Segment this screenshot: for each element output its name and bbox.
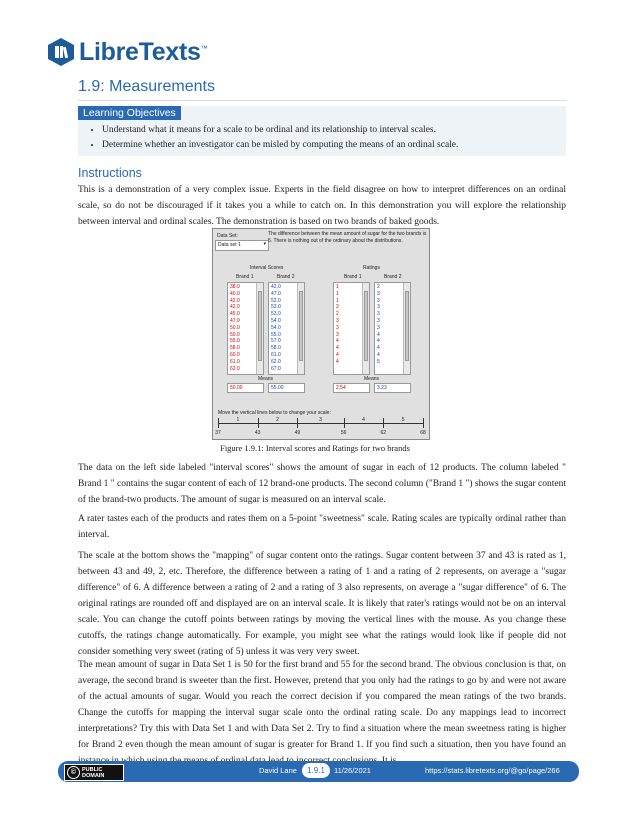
- page-footer: [58, 761, 579, 782]
- list-value: 4: [336, 351, 339, 358]
- footer-author: David Lane: [259, 766, 297, 775]
- list-value: 4: [336, 338, 339, 345]
- figure-caption: Figure 1.9.1: Interval scores and Ratings for two brands: [220, 443, 410, 453]
- paragraph-scale-mapping: The scale at the bottom shows the "mapping" of sugar content onto the ratings. Sugar content between 37 and 43 is rated as 1, between 43 and 49, 2, etc. Therefore, the difference between a rating of 1 and a rating of 2 represents, on average a "sugar difference" of 6. A difference between a rating of 2 and a rating of 3 also represents, on average a "sugar difference" of 6. The original ratings are rounded off and displayed are on an interval scale. It is likely that rater's ratings would not be on an interval scale. You can change the cutoff points between ratings by moving the vertical lines with the mouse. As you change these cutoffs, the ratings change automatically. For example, you might see what the ratings would look like if people did not consider something very sweet (rating of 5) unless it was very very sweet.: [78, 551, 566, 657]
- list-value: 3: [377, 290, 380, 297]
- sugar-tick-label: 37: [215, 430, 221, 436]
- list-value: 55.0: [271, 331, 281, 338]
- dataset-description: The difference between the mean amount of sugar for the two brands is 5. There is nothing out of the ordinary about the distributions.: [268, 231, 427, 244]
- scale-cutoff-line[interactable]: [383, 418, 384, 428]
- mean-rating-brand1: 2.54: [333, 383, 370, 393]
- interval-brand2-header: Brand 2: [277, 274, 295, 280]
- list-value: 67.0: [271, 365, 281, 372]
- list-value: 62.0: [271, 358, 281, 365]
- list-value: 3: [336, 317, 339, 324]
- learning-objectives-label: Learning Objectives: [78, 106, 181, 120]
- ratings-brand1-header: Brand 1: [344, 274, 362, 280]
- interval-brand2-list[interactable]: [268, 282, 305, 375]
- scale-cutoff-line[interactable]: [258, 418, 259, 428]
- scale-cutoff-line: [423, 418, 424, 428]
- measurement-demo-figure: [212, 228, 430, 440]
- sugar-tick-label: 43: [254, 430, 261, 436]
- rating-tick-label: 5: [401, 417, 405, 423]
- list-value: 60.0: [230, 351, 240, 358]
- scale-cutoff-line[interactable]: [344, 418, 345, 428]
- list-value: 4: [336, 358, 339, 365]
- list-scrollbar[interactable]: [403, 283, 410, 374]
- paragraph-interval-scores: The data on the left side labeled "interval scores" shows the amount of sugar in each of 12 products. The column labeled " Brand 1 " contains the sugar content of each of 12 brand-one products. The second column ("Brand 1 ") shows the sugar content of the brand-two products. The amount of sugar is measured on an interval scale.: [78, 463, 566, 505]
- list-value: 50.0: [230, 331, 240, 338]
- brand-name: LibreTexts: [79, 37, 201, 66]
- list-value: 40.0: [230, 290, 240, 297]
- sugar-tick-label: 62: [380, 430, 387, 436]
- list-value: 53.0: [271, 311, 281, 318]
- objectives-list: [78, 123, 458, 153]
- list-value: 42.0: [230, 297, 240, 304]
- list-value: 2: [336, 311, 339, 318]
- scrollbar-thumb[interactable]: [299, 291, 303, 361]
- scale-axis-line: [218, 423, 423, 424]
- list-value: 5: [377, 358, 380, 365]
- rating-tick-label: 4: [362, 417, 365, 423]
- list-value: 47.0: [230, 317, 240, 324]
- list-value: 4: [336, 345, 339, 352]
- list-scrollbar[interactable]: [362, 283, 369, 374]
- instructions-heading: Instructions: [78, 166, 142, 180]
- list-value: [336, 366, 339, 373]
- list-scrollbar[interactable]: [297, 283, 304, 374]
- list-value: 3: [336, 331, 339, 338]
- list-value: 3: [377, 317, 380, 324]
- list-value: 57.0: [271, 338, 281, 345]
- list-value: 3: [377, 324, 380, 331]
- instructions-intro: This is a demonstration of a very complex issue. Experts in the field disagree on how to interpret differences on an ordinal scale, so do not be discouraged if it takes you a while to catch on. In this demonstration you will explore the relationship between interval and ordinal scales. The demonstration is based on two brands of baked goods.: [78, 185, 566, 227]
- footer-date: 11/26/2021: [334, 766, 371, 775]
- list-value: 2: [336, 304, 339, 311]
- footer-page-number: 1.9.1: [302, 763, 330, 778]
- list-value: 42.0: [271, 284, 281, 290]
- list-value: 58.0: [230, 345, 240, 352]
- libretexts-logo[interactable]: LibreTexts™: [46, 37, 207, 67]
- ratings-brand1-list[interactable]: [333, 282, 370, 375]
- list-value: 1: [336, 290, 339, 297]
- public-domain-icon: ©: [67, 766, 80, 779]
- list-value: 53.0: [271, 304, 281, 311]
- list-value: 4: [377, 338, 380, 345]
- list-value: 55.0: [230, 338, 240, 345]
- scale-instruction: Move the vertical lines below to change your scale:: [218, 410, 331, 416]
- list-value: 4: [377, 345, 380, 352]
- list-value: 54.0: [271, 317, 281, 324]
- mean-interval-brand2: 55.00: [268, 383, 305, 393]
- list-value: 38.0: [230, 284, 240, 290]
- scale-cutoff-line: [218, 418, 219, 428]
- sugar-tick-label: 56: [340, 430, 347, 436]
- rating-tick-label: 1: [236, 417, 240, 423]
- list-value: 4: [377, 331, 380, 338]
- paragraph-rating-scale: A rater tastes each of the products and rates them on a 5-point "sweetness" scale. Rating scales are typically ordinal rather than interval.: [78, 514, 566, 540]
- page-title: 1.9: Measurements: [78, 78, 215, 95]
- list-value: 3: [377, 311, 380, 318]
- interval-brand1-list[interactable]: [227, 282, 264, 375]
- list-value: 54.0: [271, 324, 281, 331]
- scrollbar-thumb[interactable]: [258, 291, 262, 361]
- title-divider: [78, 100, 566, 101]
- dataset-select[interactable]: Data set 1 ▾: [215, 240, 269, 251]
- list-value: 61.0: [230, 358, 240, 365]
- list-value: 61.0: [271, 351, 281, 358]
- libretexts-hexagon-icon: [46, 37, 76, 67]
- list-value: 4: [377, 351, 380, 358]
- list-scrollbar[interactable]: [256, 283, 263, 374]
- list-value: 58.0: [271, 345, 281, 352]
- list-value: 50.0: [230, 324, 240, 331]
- list-value: [377, 366, 380, 373]
- interval-means-label: Means: [258, 376, 274, 382]
- learning-objectives-box: [78, 106, 566, 156]
- mean-interval-brand1: 50.00: [227, 383, 264, 393]
- sugar-tick-label: 68: [420, 430, 426, 436]
- scale-cutoff-line[interactable]: [297, 418, 298, 428]
- interval-brand1-header: Brand 1: [236, 274, 254, 280]
- rating-tick-label: 2: [276, 417, 279, 423]
- ratings-means-label: Means: [364, 376, 380, 382]
- list-value: 2: [377, 284, 380, 290]
- list-value: 45.0: [230, 311, 240, 318]
- ratings-heading: Ratings: [363, 265, 380, 271]
- list-value: 62.0: [230, 365, 240, 372]
- paragraph-mean-sugar: The mean amount of sugar in Data Set 1 is 50 for the first brand and 55 for the second brand. The obvious conclusion is that, on average, the second brand is sweeter than the first. However, pretend that you only had the ratings to go by and were not aware of the actual amounts of sugar. Would you reach the correct decision if you compared the mean ratings of the two brands. Change the cutoffs for mapping the interval sugar scale onto the ordinal rating scale. Do any mappings lead to incorrect interpretations? Try this with Data Set 1 and with Data Set 2. Try to find a situation where the mean sweetness rating is higher for Brand 2 even though the mean amount of sugar is greater for Brand 1. If you find such a situation, then you have found an: [78, 660, 566, 750]
- objective-item: • Determine whether an investigator can be misled by computing the means of an ordinal scale.: [102, 138, 458, 153]
- public-domain-badge[interactable]: © PUBLIC DOMAIN: [64, 764, 124, 781]
- rating-tick-label: 3: [319, 417, 322, 423]
- list-value: 1: [336, 284, 339, 290]
- list-value: 1: [336, 297, 339, 304]
- ratings-brand2-header: Brand 2: [384, 274, 402, 280]
- sugar-tick-label: 49: [294, 430, 301, 436]
- interval-scores-heading: Interval Scores: [250, 265, 284, 271]
- list-value: 3: [336, 324, 339, 331]
- scrollbar-thumb[interactable]: [364, 291, 368, 361]
- list-value: 3: [377, 304, 380, 311]
- mean-rating-brand2: 3.23: [374, 383, 411, 393]
- objective-item: • Understand what it means for a scale to be ordinal and its relationship to interval scales.: [102, 123, 458, 138]
- chevron-down-icon: ▾: [263, 241, 266, 247]
- list-value: 47.0: [271, 290, 281, 297]
- list-value: 3: [377, 297, 380, 304]
- ratings-brand2-list[interactable]: [374, 282, 411, 375]
- scrollbar-thumb[interactable]: [405, 291, 409, 361]
- footer-url[interactable]: https://stats.libretexts.org/@go/page/266: [425, 766, 560, 775]
- list-value: 42.0: [230, 304, 240, 311]
- list-value: 52.0: [271, 297, 281, 304]
- dataset-label: Data Set:: [217, 233, 238, 239]
